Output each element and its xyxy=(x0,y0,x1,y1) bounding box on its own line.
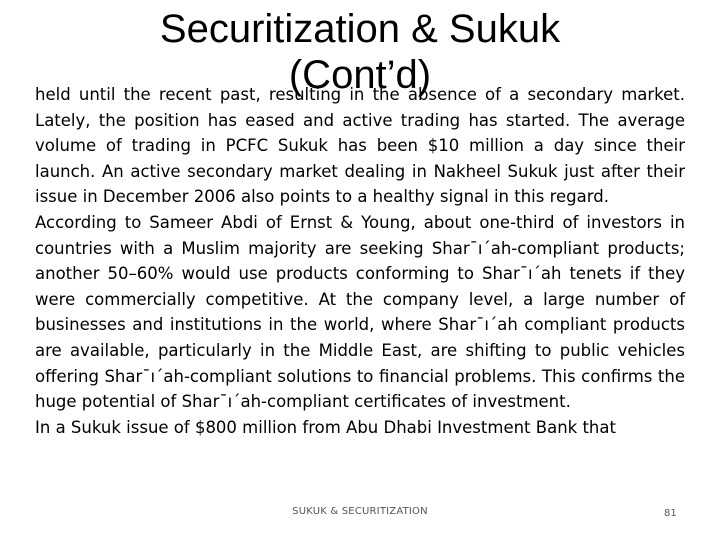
body-paragraph-2: According to Sameer Abdi of Ernst & Young, about one-third of investors in countries with a Muslim majority are seeking Shar¯ı´ah-compliant products; another 50–60% would use products conforming to Shar¯ı´ah tenets if they were commercially competitive. At the company level, a large number of businesses and institutions in the world, where Shar¯ı´ah compliant products are available, particularly in the Middle East, are shifting to public vehicles offering Shar¯ı´ah-compliant solutions to financial problems. This confirms the huge potential of Shar¯ı´ah-compliant certificates of investment. xyxy=(35,212,685,412)
slide-title: Securitization & Sukuk xyxy=(159,7,561,51)
slide-body xyxy=(35,82,685,440)
body-paragraph-3: In a Sukuk issue of $800 million from Abu Dhabi Investment Bank that xyxy=(35,417,616,437)
slide-title-continued: (Cont’d) xyxy=(288,53,432,97)
slide-footer: SUKUK & SECURITIZATION xyxy=(292,506,428,517)
body-paragraph-1: held until the recent past, resulting in the absence of a secondary market. Lately, the position has eased and active trading has started. The average volume of trading in PCFC Sukuk has been $10 million a day since their launch. An active secondary market dealing in Nakheel Sukuk just after their issue in December 2006 also points to a healthy signal in this regard. xyxy=(35,85,685,207)
page-number: 81 xyxy=(664,508,677,519)
